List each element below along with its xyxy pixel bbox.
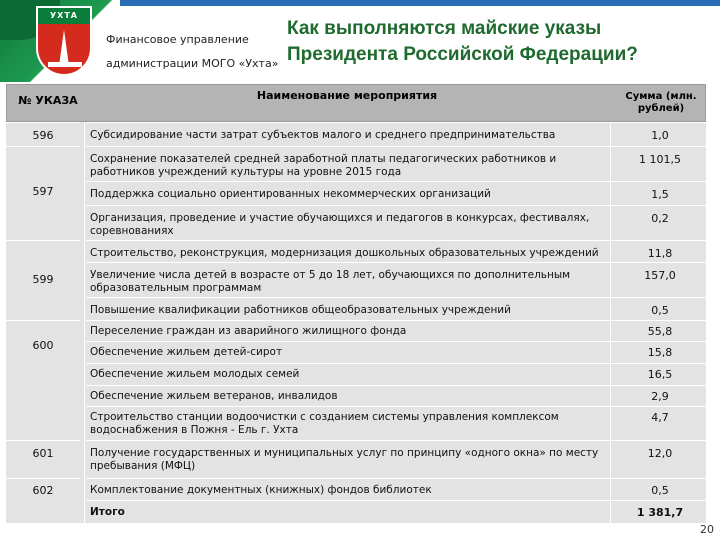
total-row [86, 500, 706, 523]
decree-group [6, 478, 80, 500]
decree-number: 602 [32, 484, 54, 497]
decree-group [6, 240, 80, 320]
measure-name: Переселение граждан из аварийного жилищного фонда [90, 325, 407, 337]
decree-number: 596 [32, 129, 54, 142]
logo-tower-shape [59, 30, 69, 66]
table-row [86, 385, 706, 406]
table-row [86, 341, 706, 363]
total-label: Итого [90, 506, 125, 518]
table-row [86, 440, 706, 478]
decree-number: 600 [32, 339, 54, 352]
table-row [86, 320, 706, 341]
measure-amount: 11,8 [647, 247, 673, 260]
table-row [86, 297, 706, 320]
table-header [6, 84, 706, 122]
measure-name: Строительство, реконструкция, модернизация дошкольных образовательных учреждений [90, 247, 599, 259]
logo-text: УХТА [38, 8, 90, 24]
measure-amount: 15,8 [647, 346, 673, 359]
measure-name: Строительство станции водоочистки с созданием системы управления комплексом водоснабжения в Пожня - Ель г. Ухта [90, 411, 559, 436]
measure-name: Увеличение числа детей в возрасте от 5 до 18 лет, обучающихся по дополнительным образовательным программам [90, 269, 571, 294]
measure-amount: 0,5 [651, 304, 669, 317]
measure-amount: 4,7 [651, 411, 669, 424]
measure-name: Получение государственных и муниципальных услуг по принципу «одного окна» по месту пребывания (МФЦ) [90, 447, 599, 472]
org-line-1: Финансовое управление [106, 33, 249, 46]
table-row [86, 240, 706, 262]
measure-name: Поддержка социально ориентированных некоммерческих организаций [90, 188, 491, 200]
table-row [86, 146, 706, 181]
decree-group [6, 122, 80, 146]
measure-name: Повышение квалификации работников общеобразовательных учреждений [90, 304, 511, 316]
decree-group [6, 440, 80, 478]
measure-name: Обеспечение жильем детей-сирот [90, 346, 283, 358]
total-amount: 1 381,7 [636, 506, 684, 519]
logo-base-shape [48, 62, 82, 67]
measure-amount: 1,5 [651, 188, 669, 201]
measure-amount: 12,0 [647, 447, 673, 460]
measure-amount: 55,8 [647, 325, 673, 338]
measure-name: Комплектование документных (книжных) фондов библиотек [90, 484, 432, 496]
measure-name: Субсидирование части затрат субъектов малого и среднего предпринимательства [90, 129, 556, 141]
measure-name: Обеспечение жильем ветеранов, инвалидов [90, 390, 338, 402]
measure-amount: 1,0 [651, 129, 669, 142]
table-row [86, 406, 706, 440]
measure-amount: 0,2 [651, 212, 669, 225]
measure-amount: 1 101,5 [639, 153, 681, 166]
table-row [86, 262, 706, 297]
header-amount: Сумма (млн. рублей) [625, 91, 697, 114]
measure-name: Организация, проведение и участие обучающихся и педагогов в конкурсах, фестивалях, соревнованиях [90, 212, 590, 237]
measure-name: Сохранение показателей средней заработной платы педагогических работников и работников учреждений культуры на уровне 2015 года [90, 153, 557, 178]
city-coat-of-arms-logo [36, 6, 92, 76]
decree-number: 599 [32, 273, 54, 286]
decree-table [6, 122, 706, 523]
measure-amount: 0,5 [651, 484, 669, 497]
table-row [86, 181, 706, 205]
header-measure-name: Наименование мероприятия [256, 89, 438, 102]
decree-number: 597 [32, 185, 54, 198]
page-number: 20 [700, 523, 714, 536]
decree-group [6, 146, 80, 240]
org-line-2: администрации МОГО «Ухта» [106, 57, 279, 70]
title-line-1: Как выполняются майские указы [287, 18, 602, 39]
page-title [287, 16, 707, 68]
table-row [86, 205, 706, 240]
decree-number: 601 [32, 447, 54, 460]
table-row [86, 122, 706, 146]
measure-amount: 16,5 [647, 368, 673, 381]
organization-name [106, 28, 296, 76]
column-divider [84, 122, 85, 523]
table-row [86, 478, 706, 500]
title-line-2: Президента Российской Федерации? [287, 44, 638, 65]
decree-group [6, 320, 80, 440]
measure-name: Обеспечение жильем молодых семей [90, 368, 300, 380]
measure-amount: 157,0 [644, 269, 676, 282]
measure-amount: 2,9 [651, 390, 669, 403]
header-decree-number: № УКАЗА [18, 94, 78, 107]
table-row [86, 363, 706, 385]
